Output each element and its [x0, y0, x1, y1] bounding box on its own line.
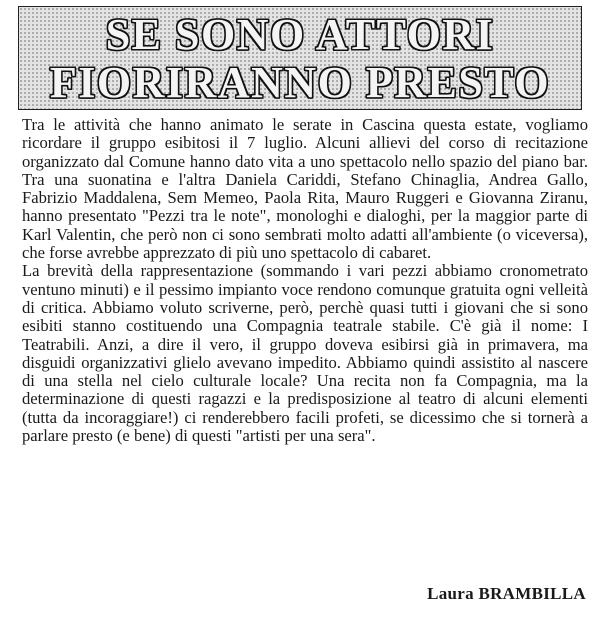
headline-line-2: FIORIRANNO PRESTO [49, 58, 551, 107]
headline-line-1: SE SONO ATTORI [105, 10, 495, 59]
article-paragraph-1: Tra le attività che hanno animato le serate in Cascina questa estate, vogliamo ricordare il gruppo esibitosi il 7 luglio. Alcuni allievi del corso di recitazione organizzato dal Comune hanno dato vita a uno spettacolo nello spazio del piano bar. Tra una suonatina e l'altra Daniela Cariddi, Stefano Chinaglia, Andrea Gallo, Fabrizio Maddalena, Sem Memeo, Paola Rita, Mauro Ruggeri e Giovanna Ziranu, hanno presentato "Pezzi tra le note", monologhi e dialoghi, per la maggior parte di Karl Valentin, che però non ci sono sembrati molto adatti all'ambiente (o viceversa), che forse avrebbe apprezzato di più uno spettacolo di cabaret. [22, 115, 588, 263]
author-signature: Laura BRAMBILLA [427, 584, 586, 603]
article-paragraph-2: La brevità della rappresentazione (sommando i vari pezzi abbiamo cronometrato ventuno minuti) e il pessimo impianto voce rendono comunque gratuita ogni velleità di critica. Abbiamo voluto scriverne, però, perchè quasi tutti i giovani che si sono esibiti stanno costituendo una Compagnia teatrale stabile. C'è già il nome: I Teatrabili. Anzi, a dire il vero, il gruppo doveva esibirsi già in primavera, ma disguidi organizzativi glielo avevano impedito. Abbiamo quindi assistito al nascere di una stella nel cielo culturale locale? Una recita non fa Compagnia, ma la determinazione di questi ragazzi e la predisposizione al teatro di alcuni elementi (tutta da incoraggiare!) ci renderebbero facili profeti, se dicessimo che si tornerà a parlare presto (e bene) di questi "artisti per una sera". [22, 261, 588, 446]
article-body [22, 116, 588, 445]
headline-banner [18, 6, 582, 110]
